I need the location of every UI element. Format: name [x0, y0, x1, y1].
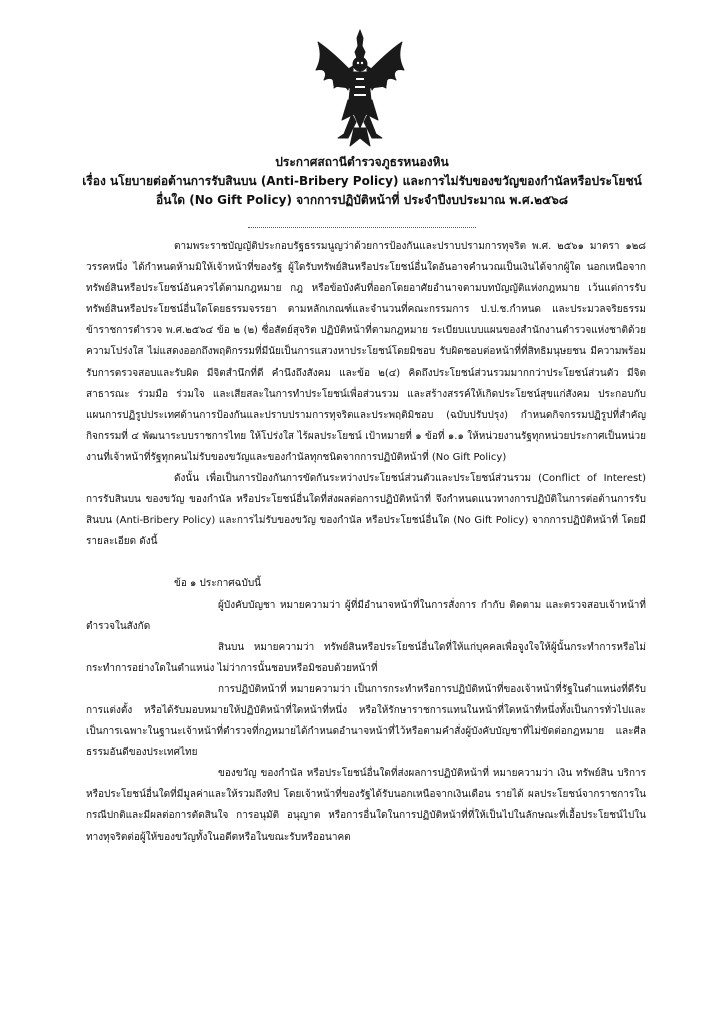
paragraph-policy-purpose: ดังนั้น เพื่อเป็นการป้องกันการขัดกันระหว่างประโยชน์ส่วนตัวและประโยชน์ส่วนรวม (Conflict of Interest) การรับสินบน ของขวัญ ของกำนัล หรือประโยชน์อื่นใดที่ส่งผลต่อการปฏิบัติหน้าที่ จึงกำหนดแนวทางการปฏิบัติในการต่อต้านการรับสินบน (Anti-Bribery Policy) และการไม่รับของขวัญ ของกำนัล หรือประโยชน์อื่นใด (No Gift Policy) จากการปฏิบัติหน้าที่ โดยมีรายละเอียด ดังนี้ — [86, 473, 646, 548]
definition-duty: การปฏิบัติหน้าที่ หมายความว่า เป็นการกระทำหรือการปฏิบัติหน้าที่ของเจ้าหน้าที่รัฐในตำแหน่งที่ดีรับการแต่งตั้ง หรือได้รับมอบหมายให้ปฏิบัติหน้าที่ใดหน้าที่หนึ่ง หรือให้รักษาราชการแทนในหน้าที่ใดหน้าที่หนึ่งทั้งเป็นการทั่วไปและเป็นการเฉพาะในฐานะเจ้าหน้าที่ตำรวจที่กฎหมายได้กำหนดอำนาจหน้าที่ไว้หรือตามคำสั่งผู้บังคับบัญชาที่ไม่ขัดต่อกฎหมาย และศีลธรรมอันดีของประเทศไทย — [86, 683, 646, 759]
paragraph-legal-basis: ตามพระราชบัญญัติประกอบรัฐธรรมนูญว่าด้วยการป้องกันและปราบปรามการทุจริต พ.ศ. ๒๕๖๑ มาตรา ๑๒๘ วรรคหนึ่ง ได้กำหนดห้ามมิให้เจ้าหน้าที่ของรัฐ ผู้ใดรับทรัพย์สินหรือประโยชน์อื่นใดอันอาจคำนวณเป็นเงินได้จากผู้ใด นอกเหนือจากทรัพย์สินหรือประโยชน์อันควรได้ตามกฎหมาย กฎ หรือข้อบังคับที่ออกโดยอาศัยอำนาจตามบทบัญญัติแห่งกฎหมาย เว้นแต่การรับทรัพย์สินหรือประโยชน์อื่นใดโดยธรรมจรรยา ตามหลักเกณฑ์และจำนวนที่คณะกรรมการ ป.ป.ช.กำหนด และประมวลจริยธรรมข้าราชการตำรวจ พ.ศ.๒๕๖๔ ข้อ ๒ (๒) ซื่อสัตย์สุจริต ปฏิบัติหน้าที่ตามกฎหมาย ระเบียบแบบแผนของสำนักงานตำรวจแห่งชาติด้วยความโปร่งใส ไม่แสดงออกถึงพฤติกรรมที่มีนัยเป็นการแสวงหาประโยชน์โดยมิชอบ รับผิดชอบต่อหน้าที่ที่สิทธิมนุษยชน มีความพร้อมรับการตรวจสอบและรับผิด มีจิตสำนึกที่ดี คำนึงถึงสังคม และข้อ ๒(๔) คิดถึงประโยชน์ส่วนรวมมากกว่าประโยชน์ส่วนตัว มีจิตสาธารณะ ร่วมมือ ร่วมใจ และเสียสละในการทำประโยชน์เพื่อส่วนรวม และสร้างสรรค์ให้เกิดประโยชน์สุขแก่สังคม ประกอบกับแผนการปฏิรูปประเทศด้านการป้องกันและปราบปรามการทุจริตและประพฤติมิชอบ (ฉบับปรับปรุง) กำหนดกิจกรรมปฏิรูปที่สำคัญ กิจกรรมที่ ๔ พัฒนาระบบราชการไทย ให้โปร่งใส ไร้ผลประโยชน์ เป้าหมายที่ ๑ ข้อที่ ๑.๑ ให้หน่วยงานรัฐทุกหน่วยประกาศเป็นหน่วยงานที่เจ้าหน้าที่รัฐทุกคนไม่รับของขวัญและของกำนัลทุกชนิดจากการปฏิบัติหน้าที่ (No Gift Policy) — [86, 241, 646, 463]
announcement-body — [86, 236, 646, 848]
definition-gift: ของขวัญ ของกำนัล หรือประโยชน์อื่นใดที่ส่งผลการปฏิบัติหน้าที่ หมายความว่า เงิน ทรัพย์สิน บริการหรือประโยชน์อื่นใดที่มีมูลค่าและให้รวมถึงทิป โดยเจ้าหน้าที่ของรัฐได้รับนอกเหนือจากเงินเดือน รายได้ ผลประโยชน์จากราชการในกรณีปกติและมีผลต่อการตัดสินใจ การอนุมัติ อนุญาต หรือการอื่นใดในการปฏิบัติหน้าที่ที่ให้เป็นไปในลักษณะที่เอื้อประโยชน์ไปในทางทุจริตต่อผู้ให้ของขวัญทั้งในอดีตหรือในขณะรับหรืออนาคต — [86, 768, 646, 843]
definition-commander: ผู้บังคับบัญชา หมายความว่า ผู้ที่มีอำนาจหน้าที่ในการสั่งการ กำกับ ติดตาม และตรวจสอบเจ้าหน้าที่ตำรวจในสังกัด — [86, 599, 646, 632]
definition-bribe: สินบน หมายความว่า ทรัพย์สินหรือประโยชน์อื่นใดที่ให้แก่บุคคลเพื่อจูงใจให้ผู้นั้นกระทำการหรือไม่กระทำการอย่างใดในตำแหน่ง ไม่ว่าการนั้นชอบหรือมิชอบด้วยหน้าที่ — [86, 641, 646, 674]
title-block — [40, 153, 684, 210]
subject-line-1: เรื่อง นโยบายต่อต้านการรับสินบน (Anti-Bribery Policy) และการไม่รับของขวัญของกำนัลหรือประโยชน์ — [82, 174, 642, 188]
subject-line-2: อื่นใด (No Gift Policy) จากการปฏิบัติหน้าที่ ประจำปีงบประมาณ พ.ศ.๒๕๖๘ — [155, 193, 568, 207]
clause-1-heading: ข้อ ๑ ประกาศฉบับนี้ — [174, 578, 261, 590]
agency-title: ประกาศสถานีตำรวจภูธรหนองหิน — [275, 155, 449, 169]
title-divider — [248, 227, 476, 228]
garuda-emblem-icon — [314, 28, 406, 148]
